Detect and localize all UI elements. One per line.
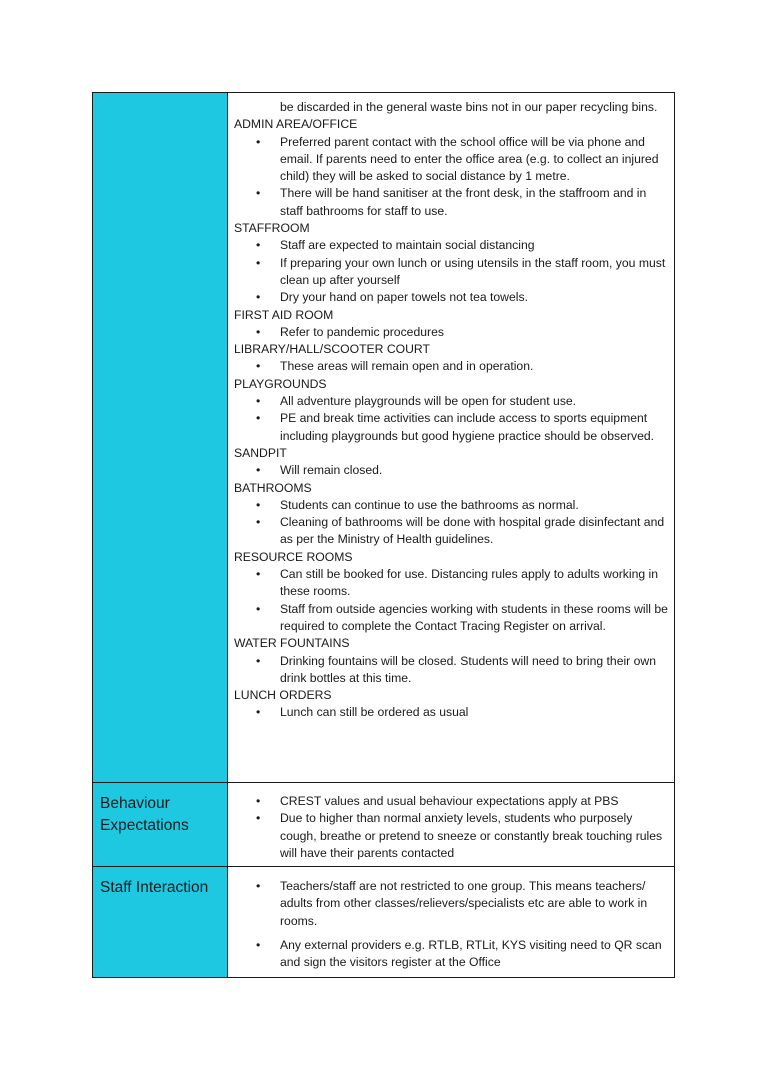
section-playgrounds <box>234 376 668 445</box>
section-heading: ADMIN AREA/OFFICE <box>234 117 358 132</box>
list-item: • Can still be booked for use. Distancing rules apply to adults working in these rooms. <box>234 566 668 601</box>
section-heading: STAFFROOM <box>234 221 310 236</box>
section-staffroom <box>234 220 668 306</box>
section-heading: SANDPIT <box>234 445 287 460</box>
section-sandpit <box>234 445 668 480</box>
section-heading: PLAYGROUNDS <box>234 376 327 391</box>
section-first-aid-room <box>234 307 668 342</box>
list-item: • There will be hand sanitiser at the front desk, in the staffroom and in staff bathrooms for staff to use. <box>234 185 668 220</box>
list-item: • Staff are expected to maintain social distancing <box>234 237 668 254</box>
section-heading: RESOURCE ROOMS <box>234 549 353 564</box>
section-lunch-orders <box>234 687 668 722</box>
list-item: • Drinking fountains will be closed. Students will need to bring their own drink bottles at this time. <box>234 653 668 688</box>
list-item: • Dry your hand on paper towels not tea towels. <box>234 289 668 306</box>
continued-text: be discarded in the general waste bins not in our paper recycling bins. <box>280 100 658 114</box>
section-heading: FIRST AID ROOM <box>234 307 334 322</box>
list-item: • PE and break time activities can include access to sports equipment including playgrounds but good hygiene practice should be observed. <box>234 410 668 445</box>
policy-table <box>92 92 675 978</box>
list-item: • Due to higher than normal anxiety levels, students who purposely cough, breathe or pretend to sneeze or constantly break touching rules will have their parents contacted <box>234 810 668 862</box>
row-content-cell <box>228 93 674 782</box>
list-item: • Refer to pandemic procedures <box>234 324 668 341</box>
section-heading: BATHROOMS <box>234 480 312 495</box>
list-item: • Any external providers e.g. RTLB, RTLit, KYS visiting need to QR scan and sign the visitors register at the Office <box>234 937 668 972</box>
section-bathrooms <box>234 480 668 549</box>
section-library-hall <box>234 341 668 376</box>
list-item: • Teachers/staff are not restricted to one group. This means teachers/ adults from other classes/relievers/specialists etc are able to work in rooms. <box>234 878 668 930</box>
row-label-staff-interaction: Staff Interaction <box>93 867 228 977</box>
list-item: • These areas will remain open and in operation. <box>234 358 668 375</box>
section-water-fountains <box>234 635 668 687</box>
section-resource-rooms <box>234 549 668 635</box>
table-row-behaviour <box>93 782 674 866</box>
list-item: • CREST values and usual behaviour expectations apply at PBS <box>234 793 668 810</box>
section-heading: LUNCH ORDERS <box>234 688 332 703</box>
list-item: • Staff from outside agencies working with students in these rooms will be required to complete the Contact Tracing Register on arrival. <box>234 601 668 636</box>
list-item: • All adventure playgrounds will be open for student use. <box>234 393 668 410</box>
list-item: • Will remain closed. <box>234 462 668 479</box>
list-item: • Students can continue to use the bathrooms as normal. <box>234 497 668 514</box>
table-row-facilities <box>93 93 674 782</box>
list-item: • Cleaning of bathrooms will be done with hospital grade disinfectant and as per the Ministry of Health guidelines. <box>234 514 668 549</box>
row-label-behaviour-expectations: Behaviour Expectations <box>93 783 228 866</box>
row-label-cell <box>93 93 228 782</box>
list-item: • If preparing your own lunch or using utensils in the staff room, you must clean up after yourself <box>234 255 668 290</box>
row-content-cell <box>228 867 674 977</box>
list-item: • Preferred parent contact with the school office will be via phone and email. If parents need to enter the office area (e.g. to collect an injured child) they will be asked to social distance by 1 metre. <box>234 134 668 186</box>
table-row-staff-interaction <box>93 866 674 977</box>
list-item: • Lunch can still be ordered as usual <box>234 704 668 721</box>
section-heading: LIBRARY/HALL/SCOOTER COURT <box>234 342 430 357</box>
row-content-cell <box>228 783 674 866</box>
section-heading: WATER FOUNTAINS <box>234 636 350 651</box>
section-admin-area <box>234 116 668 220</box>
